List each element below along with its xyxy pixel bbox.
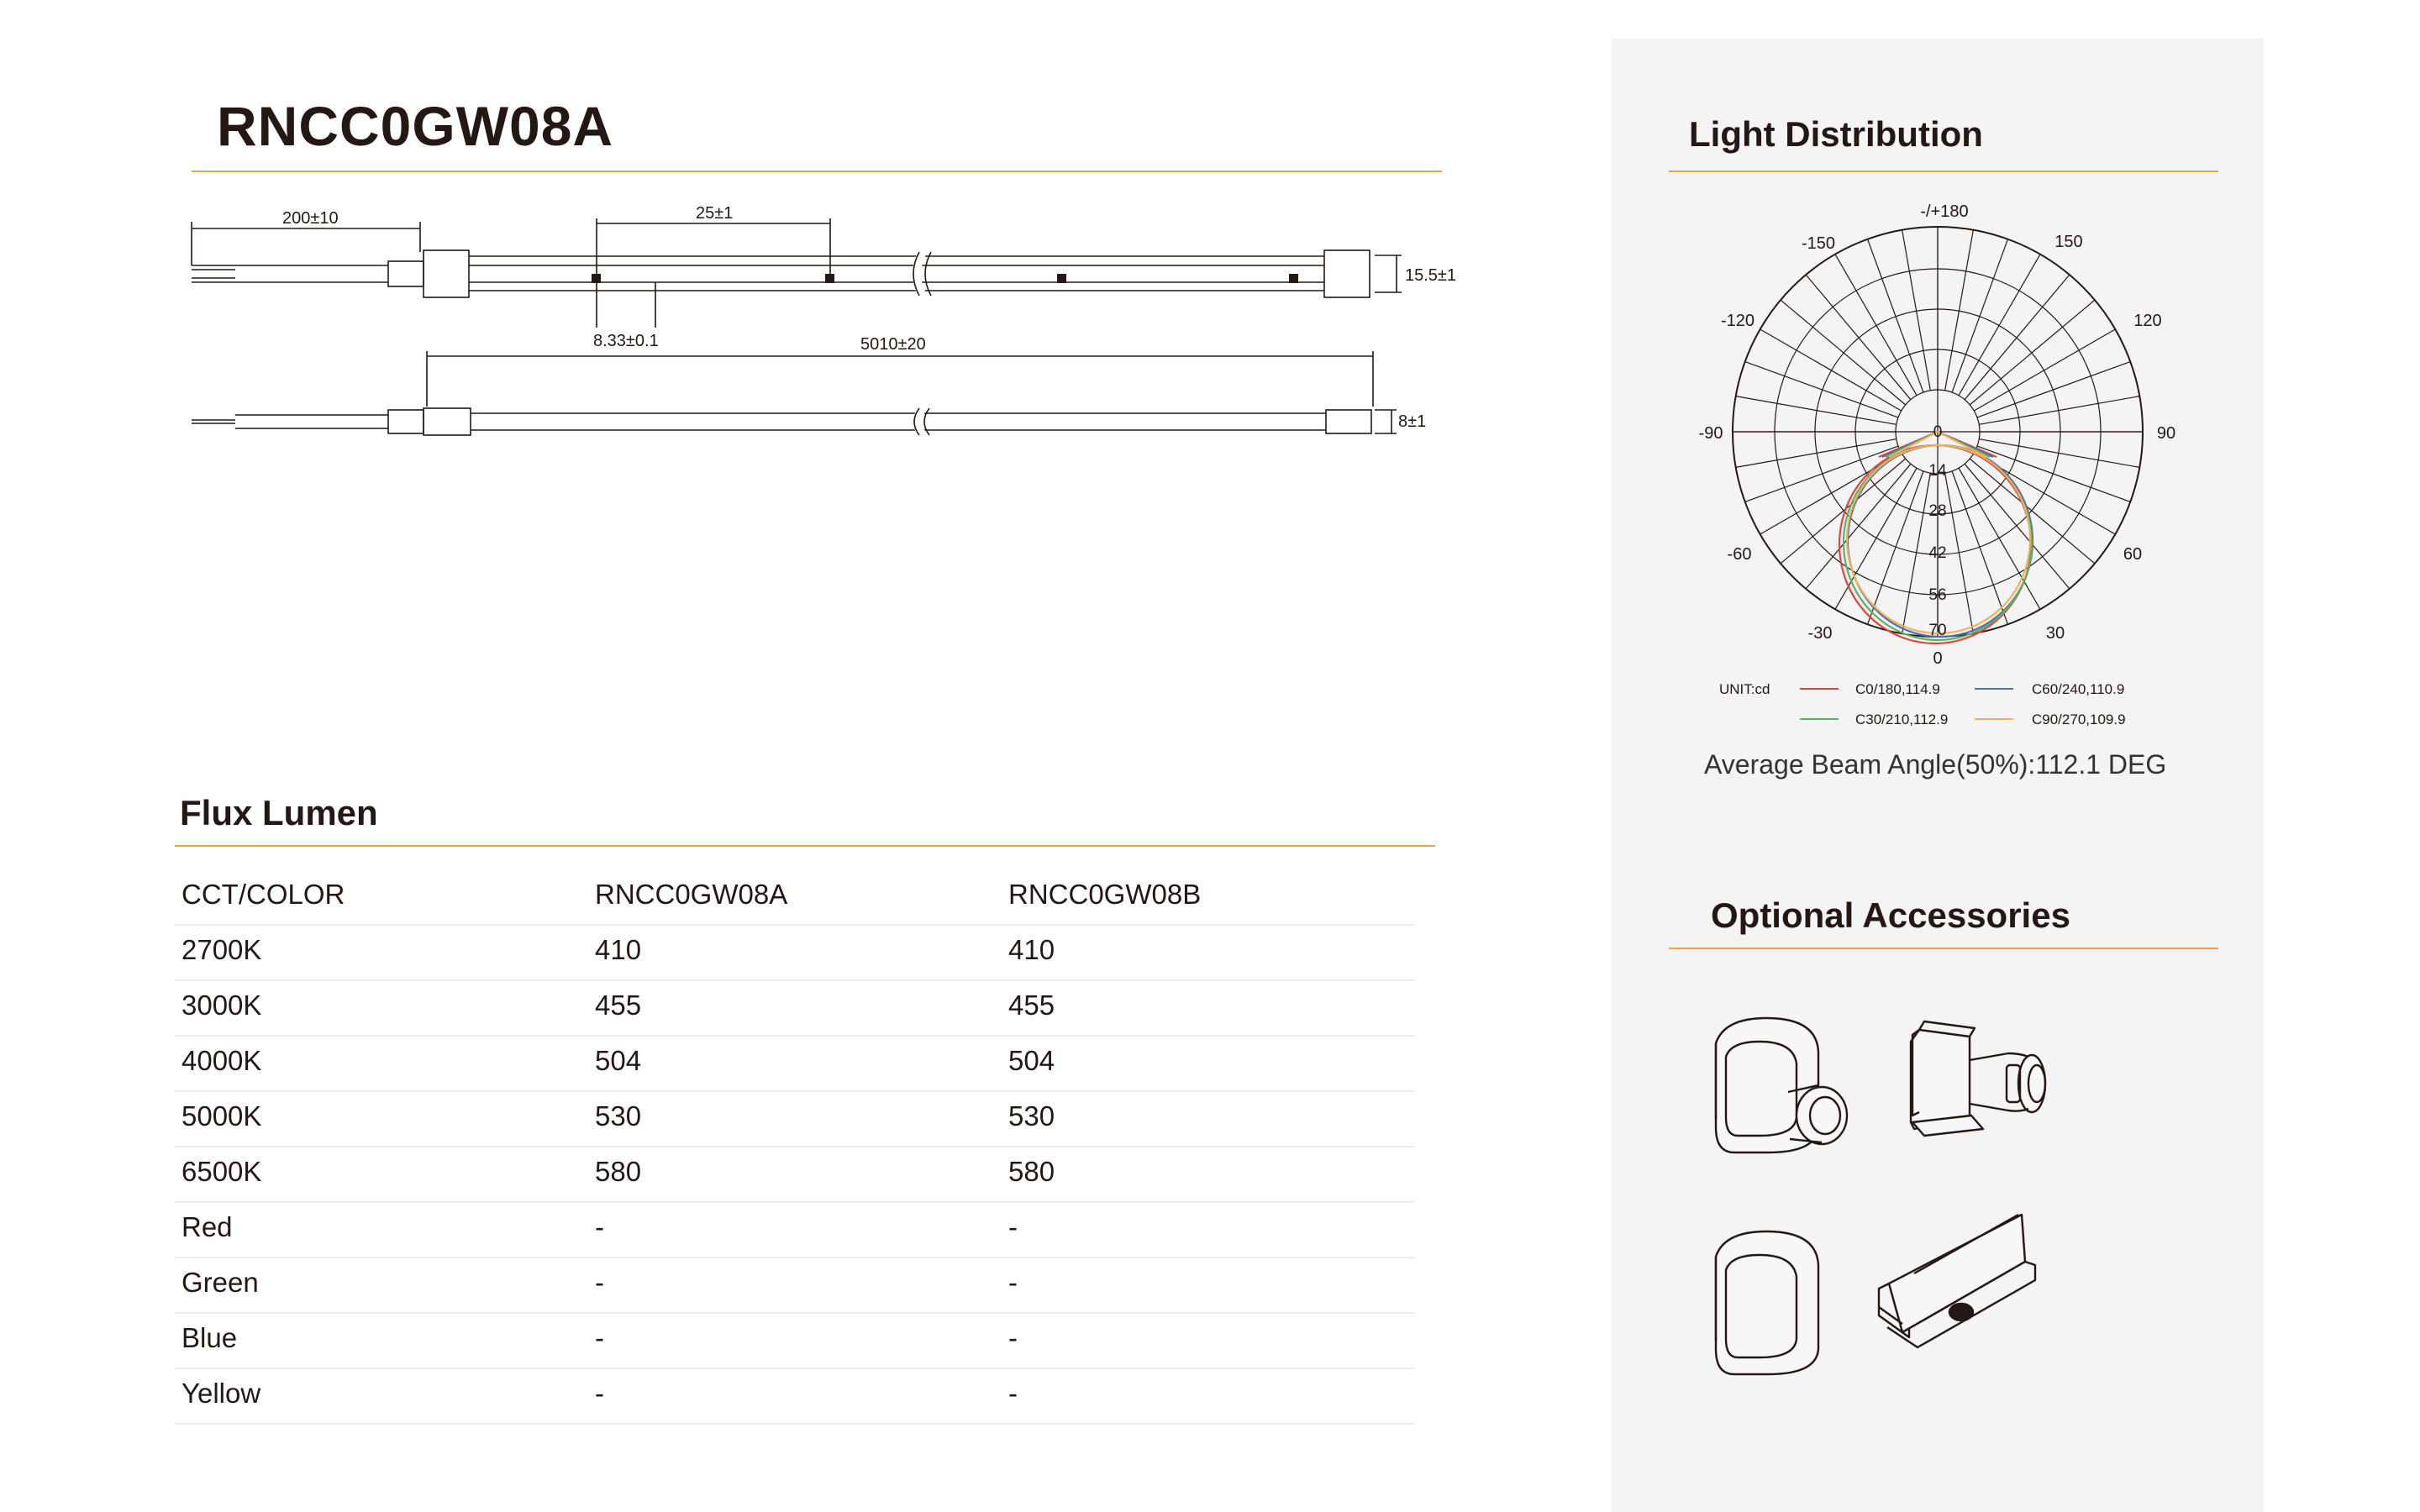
- table-cell: -: [1008, 1322, 1018, 1353]
- table-cell: Red: [182, 1211, 233, 1242]
- radial-label: 42: [1928, 544, 1947, 562]
- polar-spoke: [1745, 362, 1898, 417]
- table-cell: 580: [1008, 1156, 1055, 1187]
- mounting-clip-icon: [1879, 1215, 2035, 1347]
- table-header-row: [175, 870, 1415, 926]
- table-cell: -: [595, 1322, 604, 1353]
- table-row: [175, 981, 1415, 1037]
- flux-title: Flux Lumen: [180, 793, 378, 832]
- accessories-title: Optional Accessories: [1711, 895, 2070, 935]
- table-cell: 580: [595, 1156, 642, 1187]
- header-cell: RNCC0GW08A: [595, 879, 788, 910]
- radial-label: 0: [1933, 423, 1943, 441]
- legend-label: C0/180,114.9: [1855, 681, 1940, 697]
- legend-label: C30/210,112.9: [1855, 711, 1949, 727]
- light-title: Light Distribution: [1689, 114, 1983, 154]
- table-row: [175, 1258, 1415, 1314]
- table-row: [175, 926, 1415, 981]
- table-cell: 504: [1008, 1045, 1055, 1076]
- legend-label: C60/240,110.9: [2032, 681, 2125, 697]
- polar-spoke: [1952, 239, 2007, 392]
- table-cell: Yellow: [182, 1378, 261, 1409]
- angle-label: 0: [1933, 649, 1943, 668]
- accessories-rule: [1669, 948, 2218, 949]
- light-rule: [1669, 171, 2218, 172]
- table-cell: 530: [1008, 1100, 1055, 1131]
- table-cell: 3000K: [182, 990, 262, 1021]
- unit-label: UNIT:cd: [1719, 681, 1770, 697]
- polar-diagram: [1672, 189, 2210, 743]
- angle-label: -90: [1698, 424, 1723, 443]
- polar-spoke: [1868, 239, 1923, 392]
- table-row: [175, 1203, 1415, 1258]
- end-cap-block-icon: [1911, 1021, 2045, 1136]
- table-row: [175, 1092, 1415, 1147]
- angle-label: 90: [2156, 424, 2176, 443]
- flux-rule: [175, 845, 1435, 847]
- polar-spoke: [1952, 471, 2007, 624]
- table-cell: 455: [1008, 990, 1055, 1021]
- table-cell: 455: [595, 990, 642, 1021]
- polar-spoke: [1868, 471, 1923, 624]
- table-cell: 6500K: [182, 1156, 262, 1187]
- angle-label: 150: [2054, 233, 2083, 251]
- radial-label: 28: [1928, 502, 1947, 520]
- table-cell: Green: [182, 1267, 259, 1298]
- table-row: [175, 1147, 1415, 1203]
- table-cell: 5000K: [182, 1100, 262, 1131]
- table-cell: 410: [595, 934, 642, 965]
- beam-angle-text: Average Beam Angle(50%):112.1 DEG: [1704, 749, 2167, 780]
- table-cell: -: [595, 1267, 604, 1298]
- table-cell: 2700K: [182, 934, 262, 965]
- table-cell: 530: [595, 1100, 642, 1131]
- polar-spoke: [1977, 362, 2130, 417]
- header-cell: CCT/COLOR: [182, 879, 345, 910]
- dim-height-side: 8±1: [1398, 412, 1427, 431]
- dim-led-gap: 8.33±0.1: [593, 332, 659, 350]
- radial-label: 14: [1928, 462, 1947, 480]
- dim-pitch: 25±1: [696, 204, 734, 223]
- table-cell: 4000K: [182, 1045, 262, 1076]
- table-cell: -: [1008, 1267, 1018, 1298]
- flux-table: [175, 870, 1415, 1425]
- dim-lead: 200±10: [282, 209, 339, 228]
- angle-label: -/+180: [1920, 202, 1969, 221]
- polar-spoke: [1977, 446, 2130, 501]
- table-row: [175, 1369, 1415, 1425]
- end-cap-with-tube-icon: [1716, 1018, 1847, 1152]
- angle-label: 120: [2133, 312, 2162, 330]
- angle-label: -60: [1727, 545, 1752, 564]
- legend-label: C90/270,109.9: [2032, 711, 2126, 727]
- table-cell: -: [595, 1211, 604, 1242]
- table-cell: 504: [595, 1045, 642, 1076]
- product-title: RNCC0GW08A: [217, 95, 614, 157]
- table-row: [175, 1314, 1415, 1369]
- title-rule: [192, 171, 1442, 172]
- table-cell: -: [1008, 1211, 1018, 1242]
- table-cell: -: [1008, 1378, 1018, 1409]
- radial-label: 70: [1928, 622, 1947, 639]
- dim-length: 5010±20: [860, 335, 926, 354]
- table-cell: Blue: [182, 1322, 238, 1353]
- angle-label: 30: [2045, 624, 2065, 643]
- accessories-grid: [1697, 1000, 2101, 1386]
- radial-label: 56: [1928, 586, 1947, 604]
- dim-height-top: 15.5±1: [1405, 266, 1457, 285]
- angle-label: -120: [1720, 312, 1755, 330]
- angle-label: -150: [1801, 234, 1836, 253]
- table-cell: 410: [1008, 934, 1055, 965]
- table-row: [175, 1037, 1415, 1092]
- table-cell: -: [595, 1378, 604, 1409]
- header-cell: RNCC0GW08B: [1008, 879, 1202, 910]
- angle-label: -30: [1807, 624, 1833, 643]
- angle-label: 60: [2123, 545, 2143, 564]
- strip-drawing: [176, 193, 1487, 470]
- end-cap-icon: [1716, 1231, 1818, 1374]
